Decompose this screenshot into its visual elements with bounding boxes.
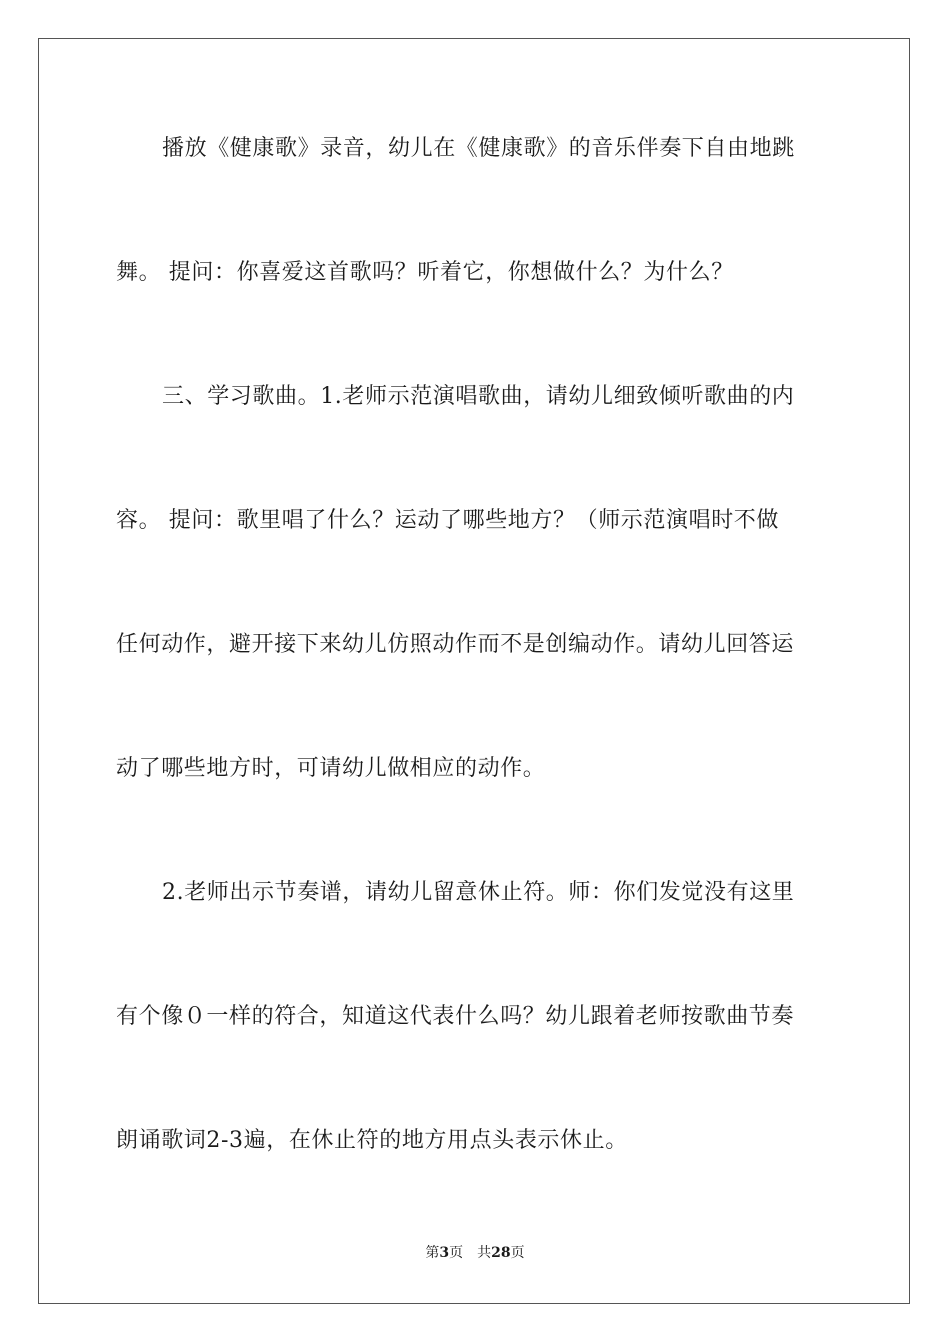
footer-prefix: 第 [425, 1245, 440, 1261]
paragraph-line-7: 2.老师出示节奏谱，请幼儿留意休止符。师：你们发觉没有这里 [162, 880, 795, 905]
paragraph-line-3: 三、学习歌曲。1.老师示范演唱歌曲，请幼儿细致倾听歌曲的内 [162, 384, 795, 409]
footer-total-prefix: 共 [477, 1245, 492, 1261]
page-border [38, 38, 910, 1304]
paragraph-line-1: 播放《健康歌》录音，幼儿在《健康歌》的音乐伴奏下自由地跳 [162, 136, 795, 161]
paragraph-line-6: 动了哪些地方时，可请幼儿做相应的动作。 [116, 756, 546, 781]
footer-page-unit: 页 [449, 1245, 464, 1261]
paragraph-line-2: 舞。 提问：你喜爱这首歌吗？听着它，你想做什么？为什么？ [116, 260, 734, 285]
current-page-number: 3 [439, 1245, 450, 1261]
paragraph-line-5: 任何动作，避开接下来幼儿仿照动作而不是创编动作。请幼儿回答运 [116, 632, 795, 657]
paragraph-line-8: 有个像０一样的符合，知道这代表什么吗？幼儿跟着老师按歌曲节奏 [116, 1004, 795, 1029]
paragraph-line-9: 朗诵歌词2-3遍，在休止符的地方用点头表示休止。 [116, 1128, 628, 1153]
paragraph-line-4: 容。 提问：歌里唱了什么？运动了哪些地方？（师示范演唱时不做 [116, 508, 779, 533]
page-footer [0, 1244, 950, 1262]
total-pages-number: 28 [491, 1245, 511, 1261]
footer-total-unit: 页 [510, 1245, 525, 1261]
